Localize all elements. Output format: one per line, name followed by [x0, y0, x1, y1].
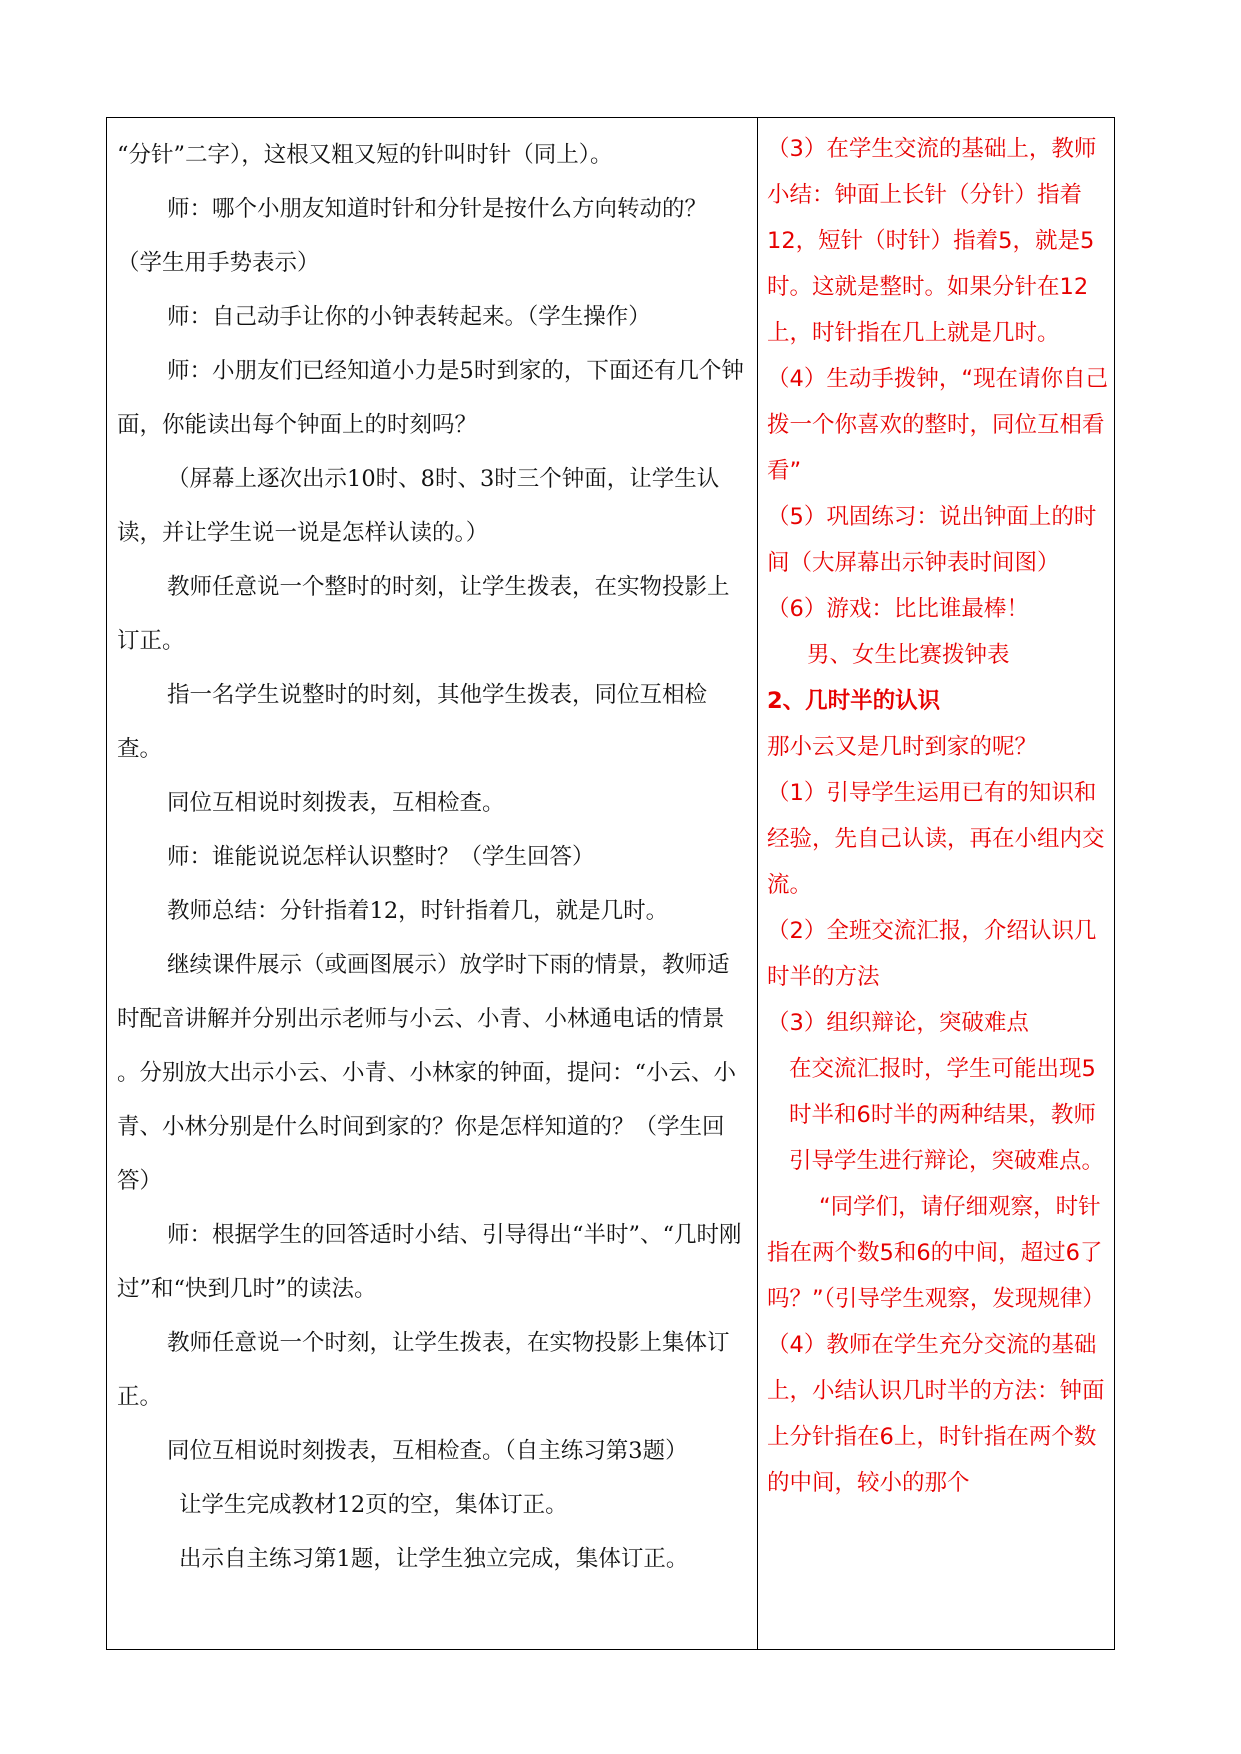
paragraph: “同学们，请仔细观察，时针指在两个数5和6的中间，超过6了吗？”（引导学生观察，发现规律）: [767, 1194, 1105, 1312]
paragraph: 那小云又是几时到家的呢？: [767, 734, 1038, 760]
paragraph: 师：小朋友们已经知道小力是5时到家的，下面还有几个钟面，你能读出每个钟面上的时刻吗？: [117, 358, 744, 438]
paragraph: 指一名学生说整时的时刻，其他学生拨表，同位互相检查。: [117, 682, 708, 762]
paragraph: （6）游戏：比比谁最棒！: [767, 596, 1029, 622]
paragraph: （3）组织辩论，突破难点: [767, 1010, 1029, 1036]
paragraph: （4）生动手拨钟，“现在请你自己拨一个你喜欢的整时，同位互相看看”: [767, 366, 1108, 484]
paragraph: 师：哪个小朋友知道时针和分针是按什么方向转动的？（学生用手势表示）: [117, 196, 708, 276]
paragraph: 教师任意说一个整时的时刻，让学生拨表，在实物投影上订正。: [117, 574, 730, 654]
paragraph: 在交流汇报时，学生可能出现5时半和6时半的两种结果，教师引导学生进行辩论，突破难点。: [789, 1056, 1105, 1174]
paragraph: “分针”二字），这根又粗又短的针叫时针（同上）。: [117, 142, 613, 168]
paragraph: 师：谁能说说怎样认识整时？（学生回答）: [167, 844, 595, 870]
paragraph: 出示自主练习第1题，让学生独立完成，集体订正。: [179, 1546, 689, 1572]
paragraph: 师：自己动手让你的小钟表转起来。（学生操作）: [167, 304, 651, 330]
paragraph: （5）巩固练习：说出钟面上的时间（大屏幕出示钟表时间图）: [767, 504, 1097, 576]
paragraph: 继续课件展示（或画图展示）放学时下雨的情景，教师适时配音讲解并分别出示老师与小云、小青、小林通电话的情景 。分别放大出示小云、小青、小林家的钟面，提问：“小云、小青、小林分别是什么时间到家的？你是怎样知道的？（学生回答）: [117, 952, 737, 1194]
paragraph: 教师总结：分针指着12，时针指着几，就是几时。: [167, 898, 669, 924]
paragraph: （1）引导学生运用已有的知识和经验，先自己认读，再在小组内交流。: [767, 780, 1105, 898]
paragraph: （4）教师在学生充分交流的基础上，小结认识几时半的方法：钟面上分针指在6上，时针指在两个数的中间，较小的那个: [767, 1332, 1105, 1496]
section-heading: 2、几时半的认识: [767, 688, 941, 714]
paragraph: （2）全班交流汇报，介绍认识几时半的方法: [767, 918, 1097, 990]
paragraph: 教师任意说一个时刻，让学生拨表，在实物投影上集体订正。: [117, 1330, 730, 1410]
paragraph: 男、女生比赛拨钟表: [807, 642, 1010, 668]
paragraph: 让学生完成教材12页的空，集体订正。: [179, 1492, 568, 1518]
left-column: [117, 128, 747, 1586]
paragraph: 同位互相说时刻拨表，互相检查。: [167, 790, 505, 816]
paragraph: （3）在学生交流的基础上，教师小结：钟面上长针（分针）指着12，短针（时针）指着5，就是5时。这就是整时。如果分针在12上，时针指在几上就是几时。: [767, 136, 1097, 346]
right-column: [767, 126, 1112, 1506]
paragraph: 师：根据学生的回答适时小结、引导得出“半时”、“几时刚过”和“快到几时”的读法。: [117, 1222, 742, 1302]
paragraph: （屏幕上逐次出示10时、8时、3时三个钟面，让学生认读，并让学生说一说是怎样认读的。）: [117, 466, 720, 546]
paragraph: 同位互相说时刻拨表，互相检查。（自主练习第3题）: [167, 1438, 688, 1464]
lesson-plan-table: [106, 117, 1115, 1650]
column-divider: [757, 118, 758, 1649]
